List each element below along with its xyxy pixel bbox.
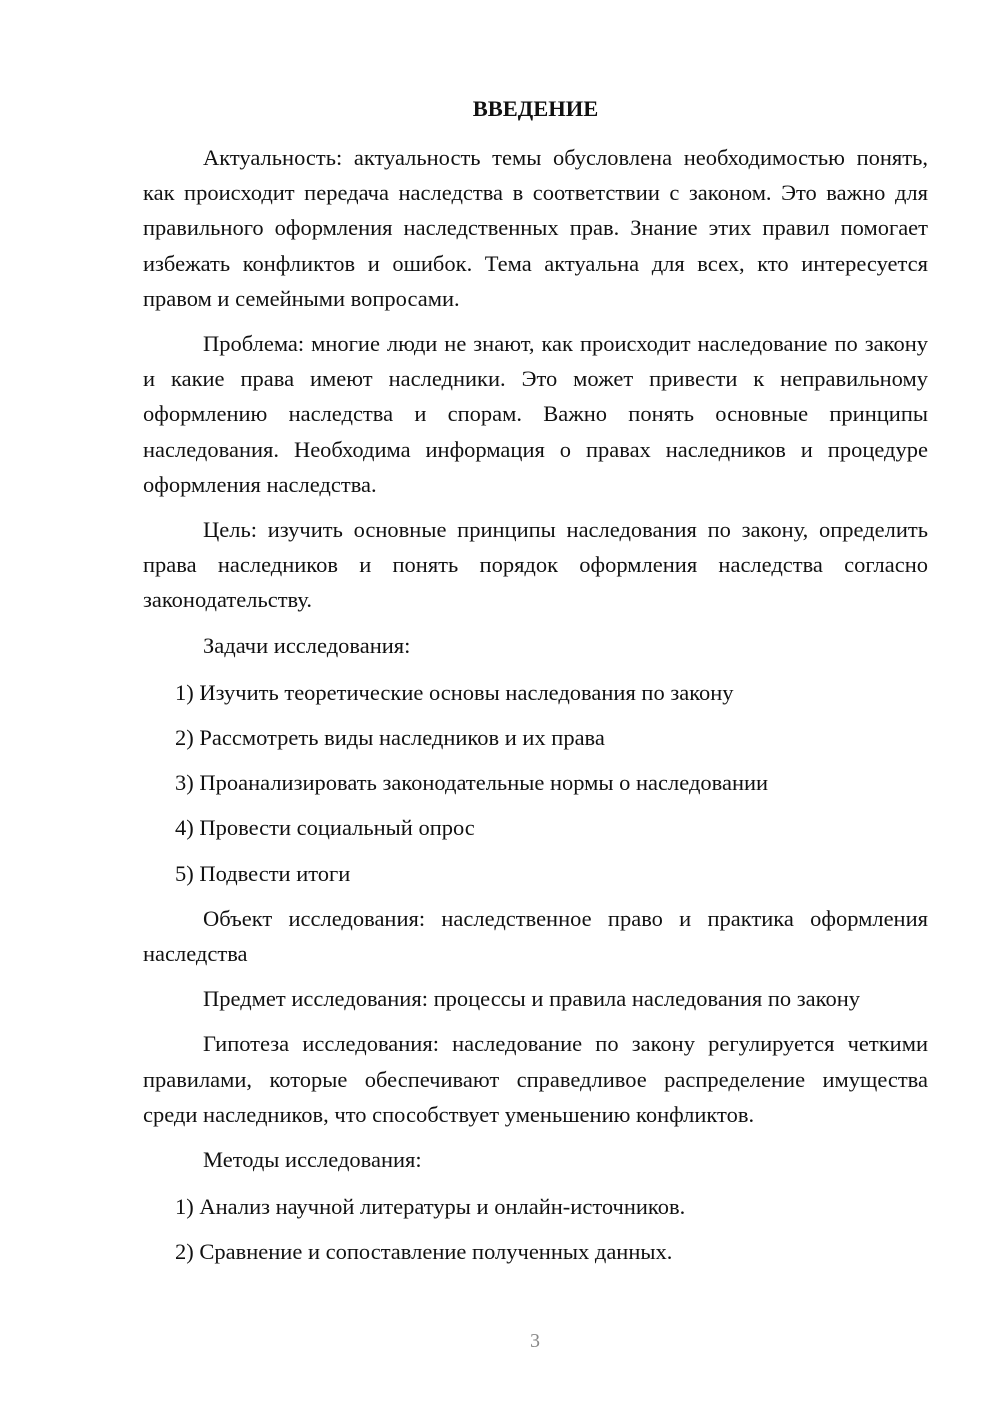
methods-label: Методы исследования:: [203, 1147, 422, 1173]
list-item: 2) Рассмотреть виды наследников и их права: [175, 725, 605, 751]
list-item: 3) Проанализировать законодательные нормы о наследовании: [175, 770, 769, 796]
list-item: 2) Сравнение и сопоставление полученных данных.: [175, 1239, 673, 1265]
methods-list: [143, 1189, 928, 1269]
goal-paragraph: Цель: изучить основные принципы наследования по закону, определить права наследников и понять порядок оформления наследства согласно законодательству.: [143, 517, 928, 613]
relevance-paragraph: Актуальность: актуальность темы обусловлена необходимостью понять, как происходит передача наследства в соответствии с законом. Это важно для правильного оформления наследственных прав. Знание этих правил помогает избежать конфликтов и ошибок. Тема актуальна для всех, кто интересуется правом и семейными вопросами.: [143, 145, 928, 311]
list-item: 5) Подвести итоги: [175, 860, 351, 886]
problem-paragraph: Проблема: многие люди не знают, как происходит наследование по закону и какие права имеют наследники. Это может привести к неправильному оформлению наследства и спорам. Важно понять основные принципы наследования. Необходима информация о правах наследников и процедуре оформления наследства.: [143, 331, 928, 497]
subject-paragraph: Предмет исследования: процессы и правила наследования по закону: [203, 986, 860, 1012]
hypothesis-paragraph: Гипотеза исследования: наследование по закону регулируется четкими правилами, которые обеспечивают справедливое распределение имущества среди наследников, что способствует уменьшению конфликтов.: [143, 1031, 928, 1127]
page-content: [143, 92, 928, 1280]
page-title: ВВЕДЕНИЕ: [472, 96, 599, 121]
page-number: 3: [530, 1330, 540, 1352]
list-item: 4) Провести социальный опрос: [175, 815, 475, 841]
object-paragraph: Объект исследования: наследственное право и практика оформления наследства: [143, 905, 928, 967]
list-item: 1) Анализ научной литературы и онлайн-источников.: [175, 1194, 686, 1220]
list-item: 1) Изучить теоретические основы наследования по закону: [175, 679, 734, 705]
tasks-label: Задачи исследования:: [203, 632, 411, 658]
tasks-list: [143, 675, 928, 891]
